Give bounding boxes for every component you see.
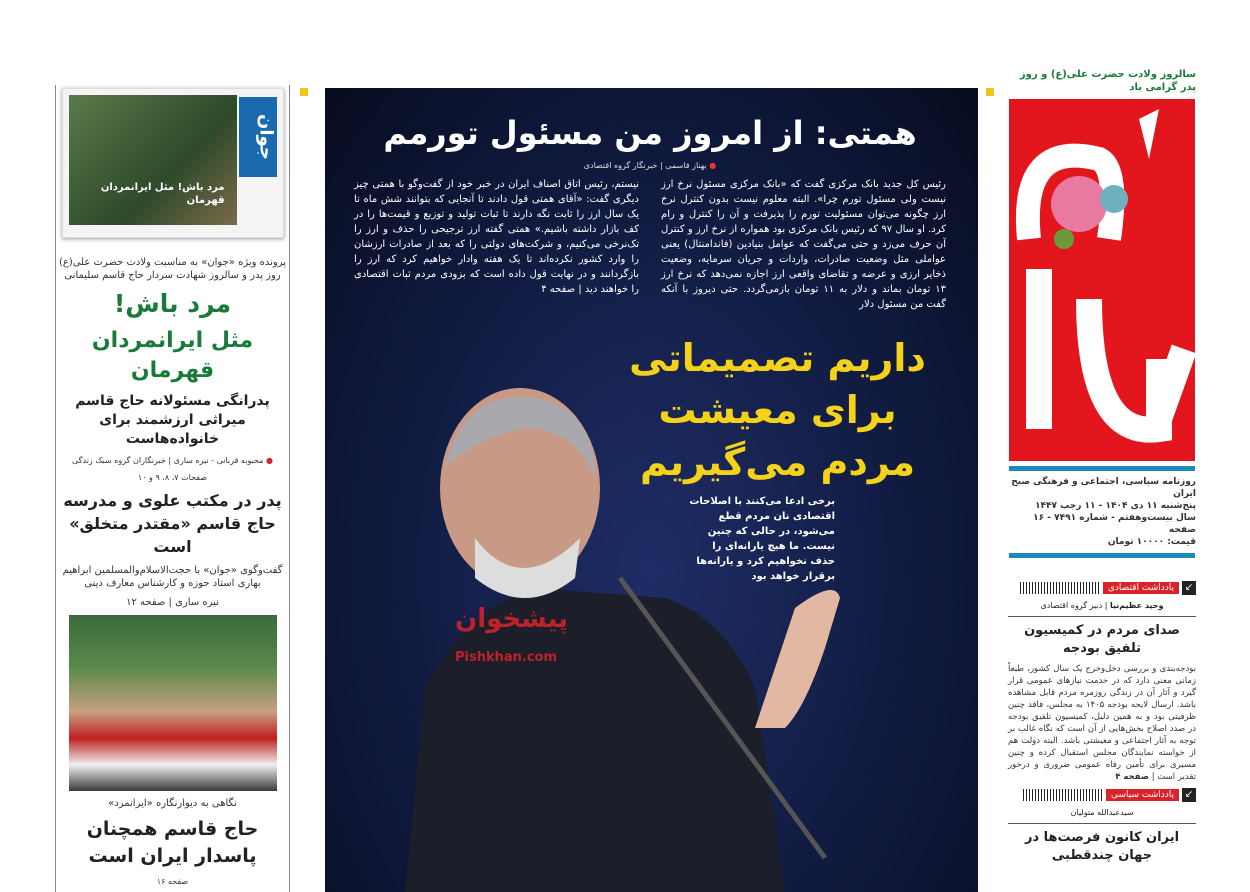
masthead-issue: سال بیست‌وهفتم - شماره ۷۴۹۱ - ۱۶ صفحه [1033, 513, 1196, 535]
left-headline-3[interactable]: پدر در مکتب علوی و مدرسه حاج قاسم «مقتدر متخلق» است [63, 491, 282, 556]
mural-photo [69, 615, 277, 791]
note2-title[interactable]: ایران کانون فرصت‌ها در جهان چندقطبی [1024, 830, 1180, 863]
watermark-logo: پیشخوان [455, 604, 568, 634]
divider [1009, 553, 1195, 558]
masthead-price: قیمت: ۱۰۰۰۰ تومان [1107, 537, 1196, 547]
lead-headline[interactable]: همتی: از امروز من مسئول تورمم [383, 114, 917, 152]
supplement-logo: جوان [239, 97, 277, 177]
masthead-top-line: سالروز ولادت حضرت علی(ع) و روز پدر گرامی باد [1019, 69, 1196, 93]
note1-author-line: وحید عظیم‌نیا | دبیر گروه اقتصادی [1008, 600, 1196, 617]
note1-body: بودجه‌بندی و بررسی دخل‌وخرج یک سال کشور، طبعاً زمانی معنی دارد که در خدمت نیازهای عمومی قرار گیرد و آثار آن در زندگی روزمره مردم قابل مشاهده باشد. ارسال لایحه بودجه ۱۴۰۵ به مجلس، فاقد چنین ظرفیتی بود و به همین دلیل، کمیسیون تلفیق بودجه در صدد اصلاح بخش‌هایی از آن است که نگاه غالب بر توجه به آثار اجتماعی و معیشتی باشد. البته دولت هم از خواسته نمایندگان مجلس استقبال کرده و چنین مسیری برای تأمین رفاه عمومی ضروری و درخور تقدیر است | صفحه ۴ [1008, 664, 1197, 782]
left-headline-1[interactable]: مرد باش! [113, 289, 232, 318]
main-headline-line-3[interactable]: مردم می‌گیریم [639, 440, 916, 484]
left-headline-4[interactable]: حاج قاسم همچنان پاسدار ایران است [86, 818, 259, 867]
main-headline [605, 332, 950, 488]
arrow-icon: ↙ [1182, 788, 1196, 802]
barcode-decoration [1023, 789, 1103, 801]
left-byline-3: نیره ساری | صفحه ۱۲ [126, 597, 219, 608]
lead-quote: برخی ادعا می‌کنند با اصلاحات اقتصادی نان مردم قطع می‌شود، در حالی که چنین نیست. ما هیچ یارانه‌ای را حذف نخواهیم کرد و یارانه‌ها برقرار خواهد بود [689, 496, 835, 582]
note1-tag: یادداشت اقتصادی [1103, 582, 1179, 594]
barcode-decoration [1020, 582, 1100, 594]
note1-title[interactable]: صدای مردم در کمیسیون تلفیق بودجه [1024, 623, 1180, 656]
main-headline-line-2[interactable]: برای معیشت [658, 388, 897, 432]
left-headline-2[interactable]: مثل ایرانمردان قهرمان [91, 328, 254, 383]
supplement-caption: مرد باش! مثل ایرانمردان قهرمان [100, 182, 225, 206]
lead-column-left: نیستم، رئیس اتاق اصناف ایران در خبر خود از گفت‌وگو با همتی چیز دیگری گفت: «آقای همتی قول دادند تا آنجایی که بتوانند شش ماه تا یک سال ارز را ثابت نگه دارند تا ثبات تولید و توزیع و قیمت‌ها را در کف بازار داشته باشیم.» همتی گفته ارز ترجیحی را حذف و ارز را تک‌نرخی می‌کنیم، و شرکت‌های دولتی را که بعد از صادرات ارزشان را وارد کشور نکرده‌اند تا یک هفته وادار خواهیم کرد که ارز را بازگردانند و در نهایت قول داده است که بزودی مردم ثبات اقتصادی را خواهند دید | صفحه ۴ [354, 179, 639, 295]
masthead-logo [1009, 99, 1195, 461]
note1-author: وحید عظیم‌نیا [1109, 601, 1164, 610]
lead-column-right: رئیس کل جدید بانک مرکزی گفت که «بانک مرکزی مسئول نرخ ارز نیست ولی مسئول تورم چرا». البته معلوم نیست بدون کنترل نرخ ارز چگونه می‌توان مسئولیت تورم را پذیرفت و آن را کنترل و رام کرد. او سال ۹۷ که رئیس بانک مرکزی بود همواره از نرخ ارز و کنترل آن حرف می‌زد و حتی می‌گفت که عوامل بنیادین (فاندامنتال) یعنی عواملی مثل وضعیت صادرات، واردات و جریان سرمایه، وضعیت ذخایر ارزی و عرضه و تقاضای واقعی ارز اجازه نمی‌دهد که نرخ ارز ۱۳ تومان بماند و دلار به ۱۱ تومان بازمی‌گردد. حتی دیروز با آنکه گفت من مسئول دلار [661, 179, 946, 310]
left-kicker: پرونده ویژه «جوان» به مناسبت ولادت حضرت علی(ع) روز پدر و سالروز شهادت سردار حاج قاسم سلیمانی [58, 257, 287, 281]
masthead-date: پنج‌شنبه ۱۱ دی ۱۴۰۴ - ۱۱ رجب ۱۴۴۷ [1035, 501, 1196, 511]
right-column [1008, 68, 1196, 865]
byline-text: محبوبه قربانی - نیره ساری | خبرنگاران گروه سبک زندگی [72, 456, 264, 465]
main-headline-line-1[interactable]: داریم تصمیماتی [629, 336, 926, 380]
note1-page: صفحه ۴ [1115, 772, 1149, 782]
left-subheadline-1[interactable]: پدرانگی مسئولانه حاج قاسم میراثی ارزشمند برای خانواده‌هاست [75, 393, 270, 447]
ornament-icon [300, 88, 308, 96]
lead-columns [340, 177, 960, 312]
left-page-4: صفحه ۱۶ [156, 877, 189, 886]
arrow-icon: ↙ [1182, 581, 1196, 595]
masthead-description: روزنامه سیاسی، اجتماعی و فرهنگی صبح ایران [1011, 477, 1196, 499]
lead-byline: ● بهناز قاسمی | خبرنگار گروه اقتصادی [583, 161, 717, 170]
note2-tag: یادداشت سیاسی [1106, 789, 1179, 801]
watermark-url: Pishkhan.com [455, 650, 558, 665]
divider [1009, 466, 1195, 471]
supplement-thumbnail[interactable] [62, 88, 284, 238]
left-pages-1: صفحات ۷، ۸، ۹ و ۱۰ [137, 473, 208, 482]
left-byline-1: ● محبوبه قربانی - نیره ساری | خبرنگاران گروه سبک زندگی [72, 456, 273, 465]
note1-role: دبیر گروه اقتصادی [1040, 601, 1103, 610]
left-column [58, 88, 287, 887]
left-subheadline-3: گفت‌وگوی «جوان» با حجت‌الاسلام‌والمسلمین ابراهیم بهاری استاد حوزه و کارشناس معارف دینی [62, 565, 283, 589]
ornament-icon [986, 88, 994, 96]
byline-text: بهناز قاسمی | خبرنگار گروه اقتصادی [583, 161, 707, 170]
note2-header [1008, 788, 1196, 802]
note1-text: بودجه‌بندی و بررسی دخل‌وخرج یک سال کشور، طبعاً زمانی معنی دارد که در خدمت نیازهای عمومی قرار گیرد و آثار آن در زندگی روزمره مردم قابل مشاهده باشد. ارسال لایحه بودجه ۱۴۰۵ به مجلس، فاقد چنین ظرفیتی بود و به همین دلیل، کمیسیون تلفیق بودجه در صدد اصلاح بخش‌هایی از آن است که نگاه غالب بر توجه به آثار اجتماعی و معیشتی باشد. البته دولت هم از خواسته نمایندگان مجلس استقبال کرده و چنین مسیری برای تأمین رفاه عمومی ضروری و درخور تقدیر است [1008, 664, 1197, 782]
masthead-info [1008, 476, 1196, 548]
lead-story [340, 112, 960, 584]
left-kicker-4: نگاهی به دیوارنگاره «ایرانمرد» [108, 798, 237, 809]
note2-author: سیدعبدالله متولیان [1008, 807, 1196, 824]
javan-logo-icon [1009, 99, 1195, 461]
note1-header [1008, 581, 1196, 595]
